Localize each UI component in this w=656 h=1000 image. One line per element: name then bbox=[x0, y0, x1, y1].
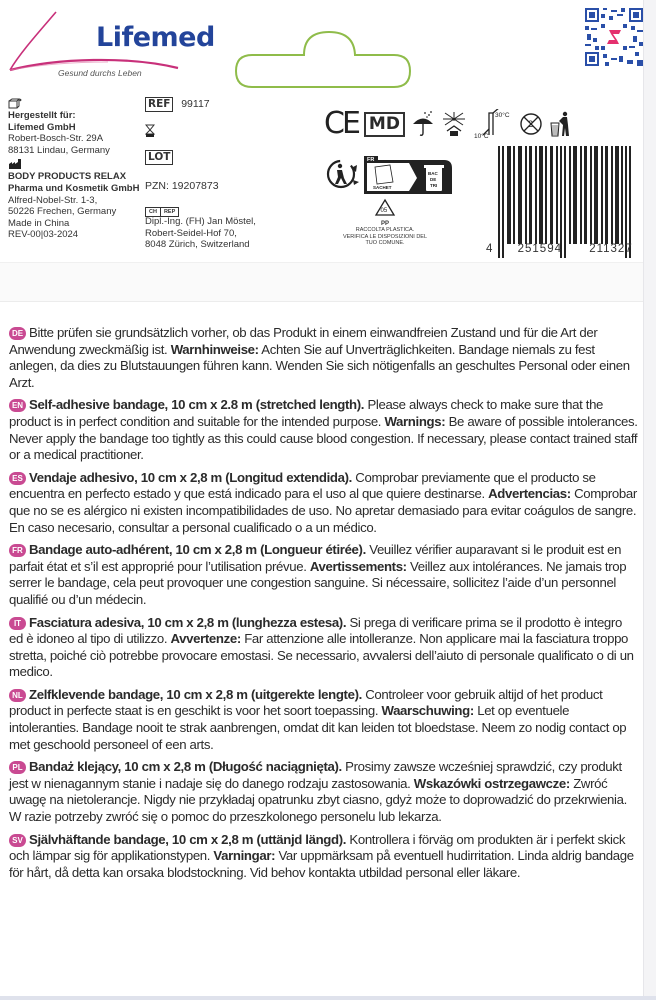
instruction-es: ES Vendaje adhesivo, 10 cm x 2,8 m (Longitud extendida). Comprobar previamente que el producto se encuentra en perfecto estado y que está indicado para el uso al que quiere destinarse. Advertencias: Comprobar que no se es alérgico ni existen incompatibilidades de uso. No apretar demasiado para evitar coágulos de sangre. En caso necesario, consultar a personal cualificado o a un médico. bbox=[9, 469, 637, 535]
instruction-de: DE Bitte prüfen sie grundsätzlich vorher, ob das Produkt in einem einwandfreien Zustand und für die Art der Anwendung zweckmäßig ist. Warnhinweise: Achten Sie auf Unverträglichkeiten. Bandage niemals zu fest anlegen, da dies zu Blutstauungen führen kann. Wenden Sie sich nötigenfalls an geschultes Personal oder einen Arzt. bbox=[9, 325, 630, 390]
lifemed-logo bbox=[8, 8, 215, 80]
ch-rep-name: Dipl.-Ing. (FH) Jan Möstel, bbox=[145, 216, 256, 227]
barcode-digits: 4 251594 211327 bbox=[486, 243, 633, 255]
instruction-it: IT Fasciatura adesiva, 10 cm x 2,8 m (lunghezza estesa). Si prega di verificare prima se il prodotto è integro ed è idoneo al tipo di utilizzo. Avvertenze: Far attenzione alle intolleranze. Non applicare mai la fasciatura troppo stretta, poiché ciò potrebbe provocare emostasi. Se necessario, avvalersi dell’aiuto di personale qualificato o di un medico. bbox=[9, 614, 634, 680]
recycle-material: PP bbox=[380, 220, 389, 227]
distributor-heading: Hergestellt für: bbox=[8, 110, 76, 121]
language-badge-en: EN bbox=[9, 399, 26, 412]
keep-away-from-sunlight-icon bbox=[441, 111, 467, 137]
language-badge-sv: SV bbox=[9, 834, 26, 847]
ce-mark-icon: CE bbox=[324, 106, 358, 141]
language-badge-pl: PL bbox=[9, 761, 26, 774]
distributor-city: 88131 Lindau, Germany bbox=[8, 144, 110, 156]
manufacturer-factory-icon bbox=[8, 159, 22, 170]
do-not-reuse-icon bbox=[519, 112, 543, 136]
brand-name: Lifemed bbox=[96, 22, 215, 53]
distributor-company: Lifemed GmbH bbox=[8, 121, 76, 133]
svg-text:10°C: 10°C bbox=[473, 133, 489, 139]
country-of-origin: Made in China bbox=[8, 217, 70, 229]
ean-barcode[interactable] bbox=[490, 146, 638, 258]
lot-label: LOT bbox=[145, 150, 173, 165]
ref-value: 99117 bbox=[181, 98, 210, 110]
product-label-header bbox=[0, 0, 644, 262]
brand-tagline: Gesund durchs Leben bbox=[58, 68, 142, 78]
recycle-note-1: RACCOLTA PLASTICA. bbox=[355, 227, 415, 233]
recycle-triangle-icon bbox=[374, 198, 396, 218]
ch-rep-symbol: CH REP bbox=[145, 207, 179, 217]
ch-rep-street: Robert-Seidel-Hof 70, bbox=[145, 227, 237, 239]
svg-text:2: 2 bbox=[527, 119, 533, 129]
language-badge-de: DE bbox=[9, 327, 26, 340]
distributor-icon bbox=[8, 98, 22, 109]
multilingual-instructions bbox=[9, 325, 639, 887]
revision-code: REV-00|03-2024 bbox=[8, 229, 79, 241]
language-badge-fr: FR bbox=[9, 544, 26, 557]
svg-text:BAC: BAC bbox=[428, 171, 438, 176]
triman-recycling-info bbox=[324, 150, 474, 198]
instruction-nl: NL Zelfklevende bandage, 10 cm x 2,8 m (uitgerekte lengte). Controleer voor gebruik altijd of het product product in perfecte staat is en geschikt is voor het soort toepassing. Waarschuwing: Let op eventuele intoleranties. Bandage nooit te strak aanbrengen, omdat dit kan leiden tot bloedstase. Neem zo nodig contact op met geschoold personeel of een arts. bbox=[9, 686, 627, 752]
ch-rep-city: 8048 Zürich, Switzerland bbox=[145, 239, 250, 251]
manufacturer-company-1: BODY PRODUCTS RELAX bbox=[8, 171, 127, 183]
label-divider-band bbox=[0, 262, 644, 302]
qr-code[interactable] bbox=[585, 8, 643, 66]
manufacturer-street: Alfred-Nobel-Str. 1-3, bbox=[8, 194, 98, 206]
language-badge-es: ES bbox=[9, 472, 26, 485]
medical-device-icon: MD bbox=[364, 112, 405, 137]
expiry-hourglass-icon bbox=[145, 124, 155, 138]
svg-text:DE: DE bbox=[430, 177, 437, 182]
language-badge-it: IT bbox=[9, 617, 26, 630]
distributor-street: Robert-Bosch-Str. 29A bbox=[8, 133, 104, 145]
bottom-border bbox=[0, 996, 656, 1000]
svg-text:FR: FR bbox=[367, 157, 375, 163]
manufacturer-company-2: Pharma und Kosmetik GmbH bbox=[8, 182, 140, 194]
svg-text:TRI: TRI bbox=[430, 183, 438, 188]
manufacturer-info bbox=[8, 98, 138, 241]
manufacturer-city: 50226 Frechen, Germany bbox=[8, 206, 117, 218]
instruction-pl: PL Bandaż klejący, 10 cm x 2,8 m (Długość naciągnięta). Prosimy zawsze wcześniej sprawdzić, czy produkt jest w nienagannym stanie i nadaje się do danego rodzaju zastosowania. Wskazówki ostrzegawcze: Zwróć uwagę na nietolerancje. Nigdy nie przykładaj opatrunku zbyt ciasno, gdyż może to doprowadzić do przekrwienia. W razie potrzeby zwróć się o pomoc do przeszkolonego personelu lub lekarza. bbox=[9, 759, 627, 825]
hang-hole-outline bbox=[234, 28, 412, 90]
svg-text:30°C: 30°C bbox=[494, 112, 510, 119]
pp-recycling-info bbox=[340, 198, 430, 247]
instruction-sv: SV Självhäftande bandage, 10 cm x 2,8 m (uttänjd längd). Kontrollera i förväg om produkten är i perfekt skick och lämpar sig för applikationstypen. Varningar: Var uppmärksam på eventuell hudirritation. Linda aldrig bandage för hårt, då detta kan orsaka blodstockning. Vid behov kontakta utbildad personal eller läkare. bbox=[9, 831, 634, 880]
recycle-note-2: VERIFICA LE DISPOSIZIONI DEL bbox=[342, 233, 428, 240]
ref-label: REF bbox=[145, 97, 173, 112]
pzn-number: PZN: 19207873 bbox=[145, 180, 219, 192]
page-edge bbox=[643, 0, 656, 1000]
instruction-fr: FR Bandage auto-adhérent, 10 cm x 2,8 m (Longueur étirée). Veuillez vérifier auparavant si le produit est en parfait état et s’il est approprié pour l’utilisation prévue. Avertissements: Veillez aux intolérances. Ne jamais trop serrer le bandage, cela peut provoquer une congestion sanguine. Si nécessaire, sollicitez l’aide d’un personnel qualifié ou d’un médecin. bbox=[9, 542, 627, 607]
regulatory-symbols bbox=[324, 106, 571, 142]
temperature-limit-icon bbox=[473, 109, 513, 139]
tidyman-dispose-icon bbox=[549, 111, 571, 137]
triman-icon bbox=[328, 161, 359, 187]
keep-dry-umbrella-icon bbox=[411, 111, 435, 137]
svg-text:SACHET: SACHET bbox=[373, 185, 392, 190]
ch-representative bbox=[145, 216, 256, 251]
language-badge-nl: NL bbox=[9, 689, 26, 702]
svg-text:05: 05 bbox=[380, 208, 388, 214]
instruction-en: EN Self-adhesive bandage, 10 cm x 2.8 m (stretched length). Please always check to make sure that the product is in perfect condition and suitable for the intended purpose. Warnings: Be aware of possible intolerances. Never apply the bandage too tightly as this could cause blood congestion. If necessary, please contact trained staff or a medical practitioner. bbox=[9, 397, 638, 463]
recycle-note-3: TUO COMUNE. bbox=[365, 240, 405, 246]
